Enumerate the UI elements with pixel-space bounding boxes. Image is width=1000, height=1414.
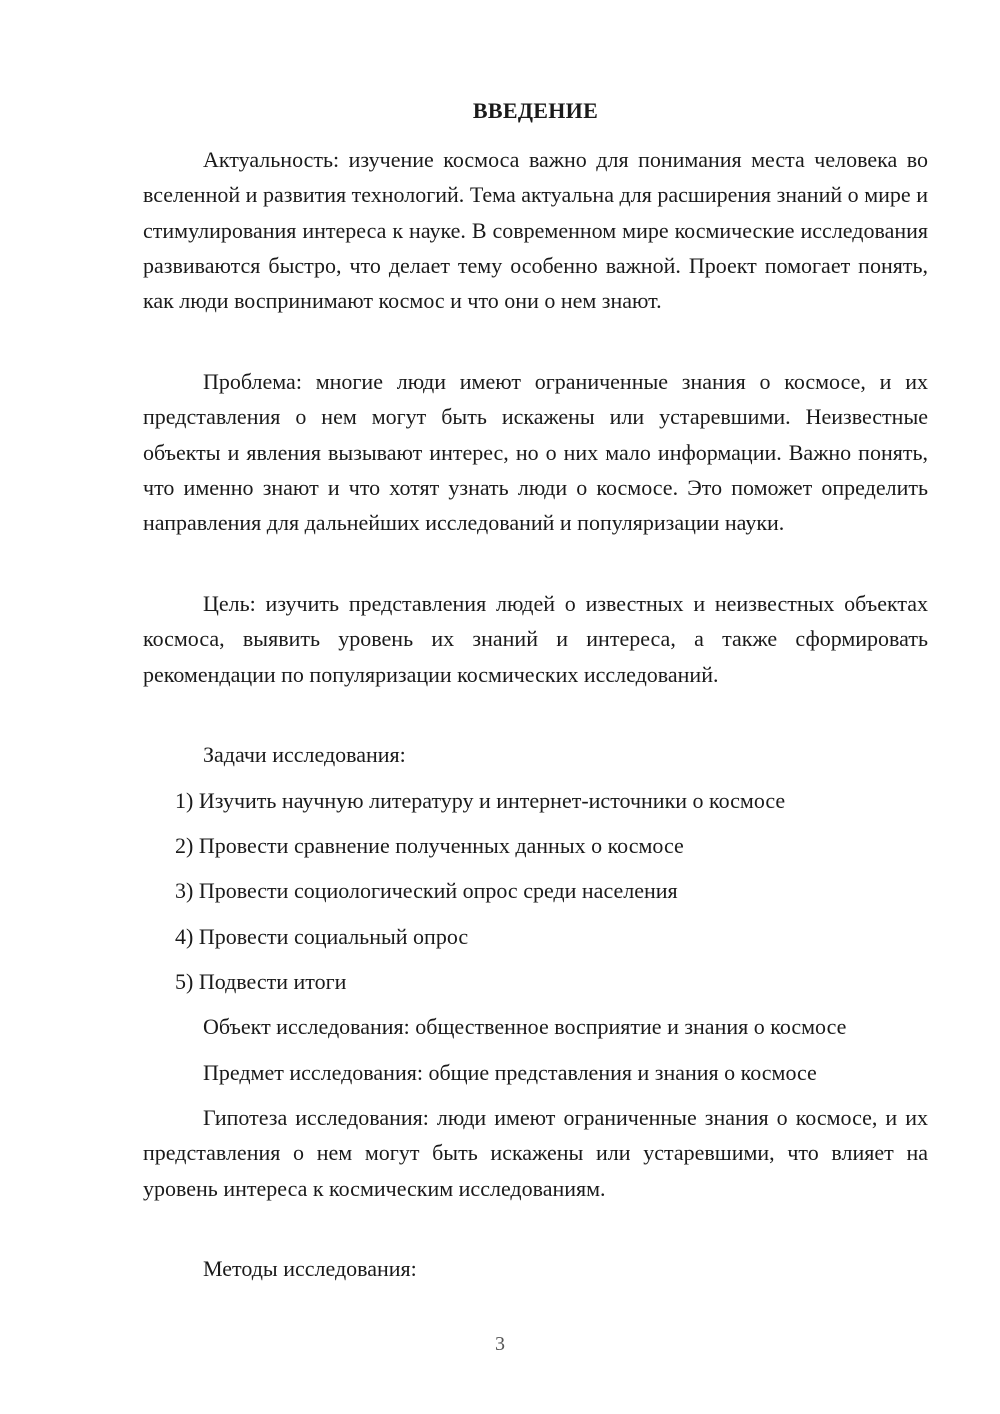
task-item-1: 1) Изучить научную литературу и интернет-источники о космосе — [175, 788, 786, 813]
task-item-5: 5) Подвести итоги — [175, 969, 347, 994]
relevance-paragraph: Актуальность: изучение космоса важно для понимания места человека во вселенной и развития технологий. Тема актуальна для расширения знаний о мире и стимулирования интереса к науке. В современном мире космические исследования развиваются быстро, что делает тему особенно важной. Проект помогает понять, как люди воспринимают космос и что они о нем знают. — [143, 147, 928, 314]
page-number: 3 — [495, 1333, 505, 1355]
page-title: ВВЕДЕНИЕ — [472, 98, 599, 123]
problem-paragraph: Проблема: многие люди имеют ограниченные знания о космосе, и их представления о нем могут быть искажены или устаревшими. Неизвестные объекты и явления вызывают интерес, но о них мало информации. Важно понять, что именно знают и что хотят узнать люди о космосе. Это поможет определить направления для дальнейших исследований и популяризации науки. — [143, 369, 928, 536]
task-item-2: 2) Провести сравнение полученных данных о космосе — [175, 833, 684, 858]
subject-line: Предмет исследования: общие представления и знания о космосе — [203, 1060, 817, 1085]
task-item-3: 3) Провести социологический опрос среди населения — [175, 878, 678, 903]
goal-paragraph: Цель: изучить представления людей о известных и неизвестных объектах космоса, выявить уровень их знаний и интереса, а также сформировать рекомендации по популяризации космических исследований. — [143, 591, 928, 687]
tasks-heading: Задачи исследования: — [203, 742, 406, 767]
hypothesis-paragraph: Гипотеза исследования: люди имеют ограниченные знания о космосе, и их представления о нем могут быть искажены или устаревшими, что влияет на уровень интереса к космическим исследованиям. — [143, 1105, 928, 1201]
object-line: Объект исследования: общественное восприятие и знания о космосе — [203, 1014, 847, 1039]
methods-heading: Методы исследования: — [203, 1256, 417, 1281]
task-item-4: 4) Провести социальный опрос — [175, 924, 469, 949]
